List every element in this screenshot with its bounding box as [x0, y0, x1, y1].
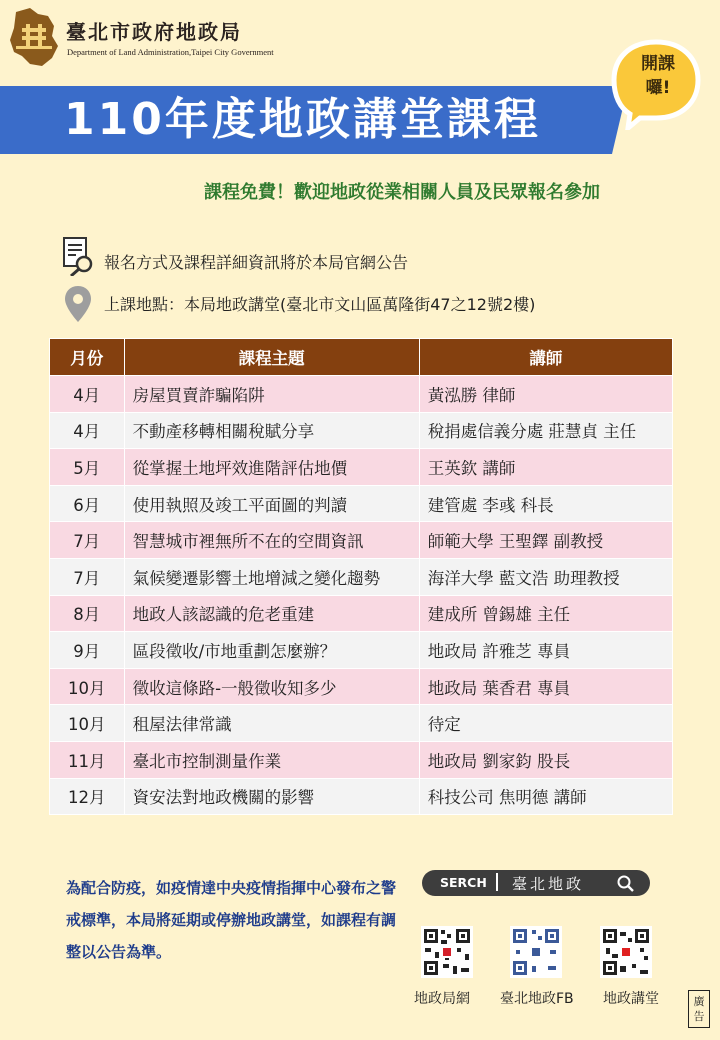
cell-month: 5月 — [50, 449, 125, 486]
qr-label-lecture: 地政講堂 — [603, 991, 659, 1007]
location-pin-icon — [62, 284, 96, 324]
cell-month: 12月 — [50, 778, 125, 815]
cell-month: 7月 — [50, 522, 125, 559]
cell-lecturer: 地政局 葉香君 專員 — [419, 668, 672, 705]
cell-month: 4月 — [50, 376, 125, 413]
table-row — [50, 376, 673, 413]
table-row — [50, 741, 673, 778]
cell-topic: 從掌握土地坪效進階評估地價 — [124, 449, 419, 486]
cell-topic: 租屋法律常識 — [124, 705, 419, 742]
search-divider — [496, 873, 498, 891]
qr-code-icon — [421, 926, 473, 978]
qr-code-icon — [600, 926, 652, 978]
search-label: SERCH — [440, 875, 487, 890]
search-bar[interactable] — [422, 870, 650, 896]
org-name-chinese: 臺北市政府地政局 — [66, 20, 242, 44]
cell-topic: 臺北市控制測量作業 — [124, 741, 419, 778]
cell-lecturer: 師範大學 王聖鐸 副教授 — [419, 522, 672, 559]
badge-line-2: 囉! — [645, 78, 671, 98]
qr-code-facebook[interactable] — [510, 926, 562, 978]
location-info — [62, 284, 682, 324]
table-row — [50, 522, 673, 559]
free-course-subtitle: 課程免費！歡迎地政從業相關人員及民眾報名參加 — [204, 182, 600, 203]
cell-month: 9月 — [50, 632, 125, 669]
badge-line-1: 開課 — [641, 54, 675, 74]
table-row — [50, 412, 673, 449]
cell-lecturer: 王英欽 講師 — [419, 449, 672, 486]
table-row — [50, 632, 673, 669]
qr-label-facebook: 臺北地政FB — [500, 991, 574, 1007]
column-header-topic: 課程主題 — [124, 339, 419, 376]
table-row — [50, 595, 673, 632]
search-query: 臺北地政 — [512, 875, 585, 893]
cell-lecturer: 建成所 曾錫雄 主任 — [419, 595, 672, 632]
advertisement-mark: 廣告 — [688, 990, 710, 1028]
table-row — [50, 449, 673, 486]
qr-code-icon — [510, 926, 562, 978]
cell-topic: 資安法對地政機關的影響 — [124, 778, 419, 815]
course-schedule-table — [49, 338, 673, 815]
taipei-land-admin-logo-icon — [8, 6, 60, 68]
table-row — [50, 705, 673, 742]
epidemic-notice: 為配合防疫，如疫情達中央疫情指揮中心發布之警戒標準，本局將延期或停辦地政講堂，如課程有調整以公告為準。 — [66, 879, 397, 961]
column-header-lecturer: 講師 — [419, 339, 672, 376]
class-open-badge — [622, 52, 694, 100]
cell-topic: 徵收這條路-一般徵收知多少 — [124, 668, 419, 705]
cell-lecturer: 建管處 李彧 科長 — [419, 485, 672, 522]
table-row — [50, 668, 673, 705]
table-row — [50, 778, 673, 815]
search-icon[interactable] — [616, 874, 636, 894]
org-name-english: Department of Land Administration,Taipei City Government — [67, 47, 274, 57]
cell-lecturer: 待定 — [419, 705, 672, 742]
registration-info — [62, 236, 662, 280]
cell-topic: 智慧城市裡無所不在的空間資訊 — [124, 522, 419, 559]
cell-lecturer: 科技公司 焦明德 講師 — [419, 778, 672, 815]
cell-lecturer: 稅捐處信義分處 莊慧貞 主任 — [419, 412, 672, 449]
cell-month: 4月 — [50, 412, 125, 449]
page-title: 110年度地政講堂課程 — [64, 94, 541, 145]
cell-topic: 不動產移轉相關稅賦分享 — [124, 412, 419, 449]
table-row — [50, 558, 673, 595]
cell-topic: 區段徵收/市地重劃怎麼辦？ — [124, 632, 419, 669]
table-header-row — [50, 339, 673, 376]
cell-month: 8月 — [50, 595, 125, 632]
cell-topic: 地政人該認識的危老重建 — [124, 595, 419, 632]
column-header-month: 月份 — [50, 339, 125, 376]
cell-topic: 氣候變遷影響土地增減之變化趨勢 — [124, 558, 419, 595]
cell-month: 7月 — [50, 558, 125, 595]
cell-lecturer: 海洋大學 藍文浩 助理教授 — [419, 558, 672, 595]
cell-month: 10月 — [50, 705, 125, 742]
table-row — [50, 485, 673, 522]
cell-month: 10月 — [50, 668, 125, 705]
document-search-icon — [62, 236, 96, 276]
qr-code-lecture[interactable] — [600, 926, 652, 978]
cell-lecturer: 黃泓勝 律師 — [419, 376, 672, 413]
cell-month: 11月 — [50, 741, 125, 778]
cell-lecturer: 地政局 許雅芝 專員 — [419, 632, 672, 669]
location-text: 上課地點：本局地政講堂(臺北市文山區萬隆街47之12號2樓) — [104, 295, 536, 314]
cell-month: 6月 — [50, 485, 125, 522]
qr-label-website: 地政局網 — [414, 991, 470, 1007]
cell-topic: 房屋買賣詐騙陷阱 — [124, 376, 419, 413]
cell-topic: 使用執照及竣工平面圖的判讀 — [124, 485, 419, 522]
registration-text: 報名方式及課程詳細資訊將於本局官網公告 — [104, 253, 409, 272]
cell-lecturer: 地政局 劉家鈞 股長 — [419, 741, 672, 778]
qr-code-website[interactable] — [421, 926, 473, 978]
